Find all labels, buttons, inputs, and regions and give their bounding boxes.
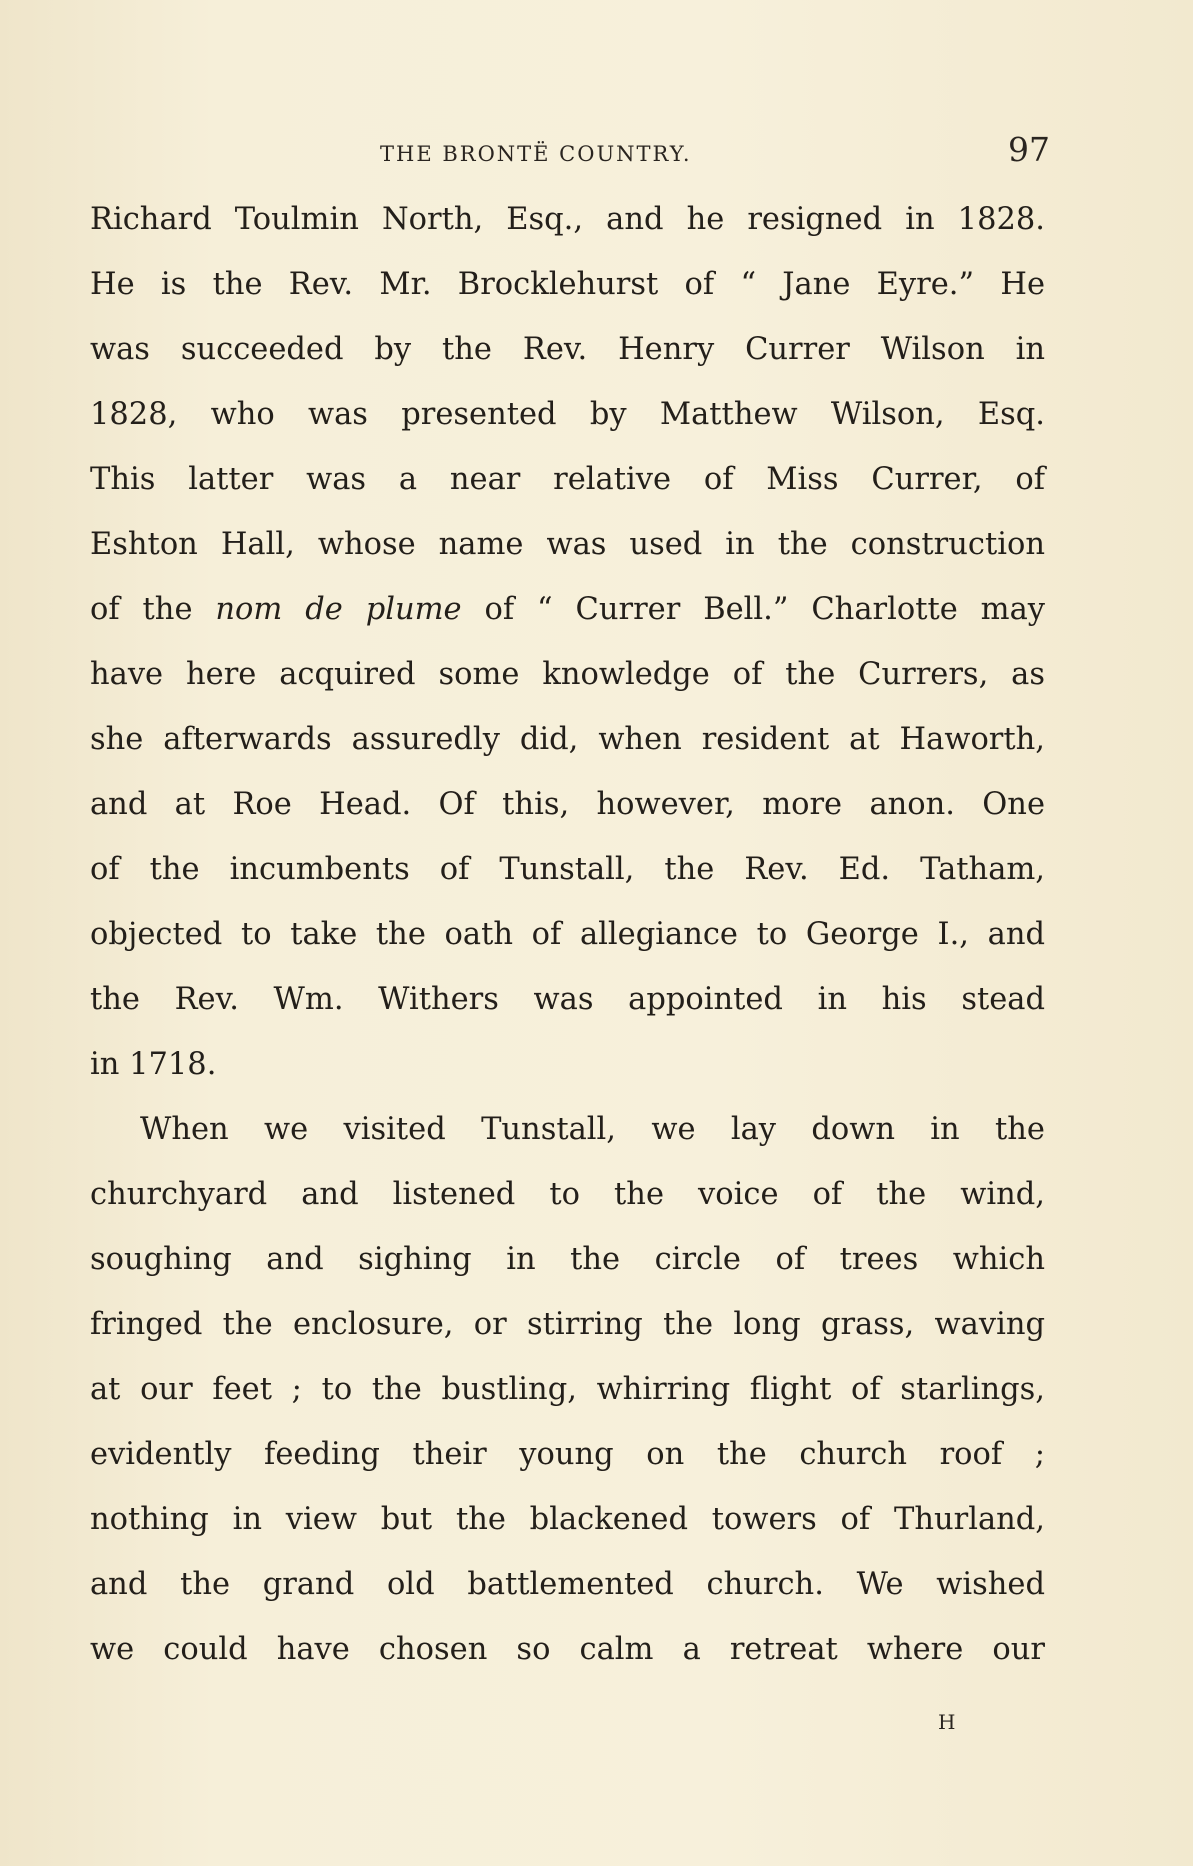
text-line: at our feet ; to the bustling, whirring flight of starlings, [90, 1372, 1045, 1407]
signature-mark: H [938, 1710, 957, 1734]
running-title: THE BRONTË COUNTRY. [380, 142, 692, 166]
text-line-with-italic [90, 577, 1045, 642]
page-number: 97 [1008, 130, 1050, 169]
text-line: in 1718. [90, 1047, 217, 1082]
text-line: was succeeded by the Rev. Henry Currer Wilson in [90, 332, 1045, 367]
paragraph-2 [90, 1097, 1045, 1682]
text-line: and at Roe Head. Of this, however, more anon. One [90, 787, 1045, 822]
paragraph-1 [90, 187, 1045, 1097]
page-header [90, 130, 1050, 180]
text-segment: of “ Currer Bell.” Charlotte may [484, 592, 1046, 627]
text-line: Richard Toulmin North, Esq., and he resigned in 1828. [90, 202, 1045, 237]
text-line: we could have chosen so calm a retreat where our [90, 1632, 1045, 1667]
text-line: He is the Rev. Mr. Brocklehurst of “ Jane Eyre.” He [90, 267, 1045, 302]
text-line: soughing and sighing in the circle of trees which [90, 1242, 1045, 1277]
text-line: Eshton Hall, whose name was used in the construction [90, 527, 1045, 562]
italic-phrase: nom de plume [215, 592, 462, 627]
text-line: the Rev. Wm. Withers was appointed in his stead [90, 982, 1045, 1017]
body-text [90, 187, 1045, 1682]
text-line: evidently feeding their young on the church roof ; [90, 1437, 1045, 1472]
text-line: have here acquired some knowledge of the Currers, as [90, 657, 1045, 692]
text-line: churchyard and listened to the voice of the wind, [90, 1177, 1045, 1212]
text-line: 1828, who was presented by Matthew Wilson, Esq. [90, 397, 1045, 432]
text-line: This latter was a near relative of Miss Currer, of [90, 462, 1045, 497]
text-line: nothing in view but the blackened towers of Thurland, [90, 1502, 1045, 1537]
text-line: objected to take the oath of allegiance to George I., and [90, 917, 1045, 952]
text-line: fringed the enclosure, or stirring the long grass, waving [90, 1307, 1045, 1342]
text-line: When we visited Tunstall, we lay down in the [140, 1112, 1045, 1147]
text-line: of the incumbents of Tunstall, the Rev. Ed. Tatham, [90, 852, 1045, 887]
text-line: and the grand old battlemented church. We wished [90, 1567, 1045, 1602]
text-line: she afterwards assuredly did, when resident at Haworth, [90, 722, 1045, 757]
text-segment: of the [90, 592, 193, 627]
